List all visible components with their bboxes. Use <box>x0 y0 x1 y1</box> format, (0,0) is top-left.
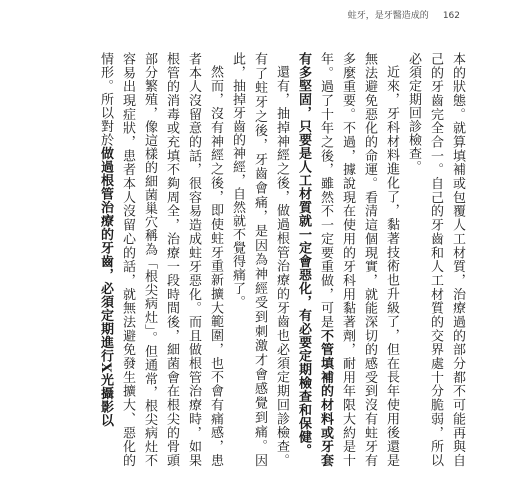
body-text <box>56 52 468 467</box>
paragraph-3 <box>226 52 292 467</box>
paragraph-3-text: 還有，抽掉神經之後，做過根管治療的牙齒也必須定期回診檢查。有了蛀牙之後，牙齒會痛，是因為神經受到刺激才會感覺到痛。因此，抽掉牙齒的神經，自然就不覺得痛了。 <box>230 52 289 467</box>
paragraph-2-emphasis: 不管填補的材料或牙套有多堅固，只要是人工材質就一定會惡化，有必要定期檢查和保健。 <box>296 52 333 467</box>
paragraph-4-emphasis: 做過根管治療的牙齒，必須定期進行X光攝影以 <box>98 146 113 428</box>
paragraph-4 <box>94 52 226 467</box>
book-title: 蛀牙，是牙醫造成的 <box>347 11 429 21</box>
page-number: 162 <box>442 11 460 21</box>
running-header <box>348 8 460 21</box>
paragraph-2-text: 近來，牙科材料進化了，黏著技術也升級了，但在長年使用後還是無法避免惡化的命運。看清這個現實，就能深切的感受到沒有蛀牙有多麼重要。不過，據說現在使用的牙科用黏著劑，耐用年限大約是十年。過了十年之後，雖然不一定要重做，可是 <box>318 52 399 467</box>
paragraph-1 <box>402 52 468 467</box>
paragraph-4-text: 然而，沒有神經之後，即使蛀牙重新擴大範圍，也不會有痛感，患者本人沒留意的話，很容易造成蛀牙惡化。而且做根管治療時，如果根管的消毒或充填不夠周全，治療一段時間後，細菌會在根尖的骨頭部分繁殖，像這樣的細菌巢穴稱為「根尖病灶」。但通常，根尖病灶不容易出現症狀，患者本人沒留心的話，就無法避免發生擴大、惡化的情形。所以對於 <box>98 52 223 467</box>
paragraph-2 <box>292 52 402 467</box>
paragraph-1-text: 本的狀態。就算填補或包覆人工材質，治療過的部分都不可能再與自己的牙齒完全合一。自己的牙齒和人工材質的交界處十分脆弱，所以必須定期回診檢查。 <box>406 52 465 467</box>
